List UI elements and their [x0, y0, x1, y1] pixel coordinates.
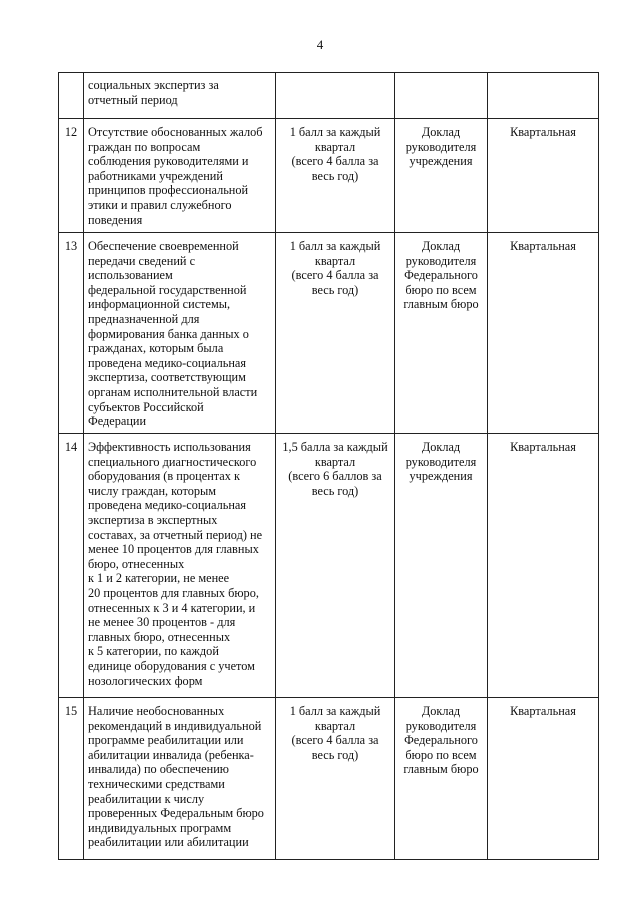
- row-number: 13: [59, 233, 84, 434]
- indicator-cell: Обеспечение своевременной передачи сведений с использованием федеральной государственной информационной системы, предназначенной для формирования банка данных о гражданах, которым была проведена медико-социальная экспертиза, соответствующим органам исполнительной власти субъектов Российской Федерации: [84, 233, 276, 434]
- score-cell: [276, 73, 395, 119]
- table-row: [59, 73, 599, 119]
- score-cell: 1,5 балла за каждый квартал (всего 6 баллов за весь год): [276, 434, 395, 698]
- indicator-cell: социальных экспертиз за отчетный период: [84, 73, 276, 119]
- page-number: 4: [316, 37, 324, 52]
- score-cell: 1 балл за каждый квартал (всего 4 балла за весь год): [276, 119, 395, 233]
- indicator-cell: Наличие необоснованных рекомендаций в индивидуальной программе реабилитации или абилитации инвалида (ребенка- инвалида) по обеспечению техническими средствами реабилитации к числу проверенных Федеральным бюро индивидуальных программ реабилитации или абилитации: [84, 698, 276, 860]
- period-cell: Квартальная: [488, 233, 599, 434]
- indicator-cell: Эффективность использования специального диагностического оборудования (в процентах к числу граждан, которым проведена медико-социальная экспертиза в экспертных составах, за отчетный период) не менее 10 процентов для главных бюро, отнесенных к 1 и 2 категории, не менее 20 процентов для главных бюро, отнесенных к 3 и 4 категории, и не менее 30 процентов - для главных бюро, отнесенных к 5 категории, по каждой единице оборудования с учетом нозологических форм: [84, 434, 276, 698]
- source-cell: [395, 73, 488, 119]
- row-number: 12: [59, 119, 84, 233]
- period-cell: Квартальная: [488, 698, 599, 860]
- period-cell: [488, 73, 599, 119]
- source-cell: Доклад руководителя Федерального бюро по всем главным бюро: [395, 698, 488, 860]
- row-number: 14: [59, 434, 84, 698]
- row-number: 15: [59, 698, 84, 860]
- indicator-cell: Отсутствие обоснованных жалоб граждан по вопросам соблюдения руководителями и работниками учреждений принципов профессиональной этики и правил служебного поведения: [84, 119, 276, 233]
- table-row: [59, 233, 599, 434]
- source-cell: Доклад руководителя учреждения: [395, 119, 488, 233]
- row-number: [59, 73, 84, 119]
- score-cell: 1 балл за каждый квартал (всего 4 балла за весь год): [276, 698, 395, 860]
- period-cell: Квартальная: [488, 119, 599, 233]
- table-row: [59, 119, 599, 233]
- score-cell: 1 балл за каждый квартал (всего 4 балла за весь год): [276, 233, 395, 434]
- table-row: [59, 698, 599, 860]
- source-cell: Доклад руководителя учреждения: [395, 434, 488, 698]
- table-row: [59, 434, 599, 698]
- criteria-table: [58, 72, 599, 860]
- source-cell: Доклад руководителя Федерального бюро по всем главным бюро: [395, 233, 488, 434]
- period-cell: Квартальная: [488, 434, 599, 698]
